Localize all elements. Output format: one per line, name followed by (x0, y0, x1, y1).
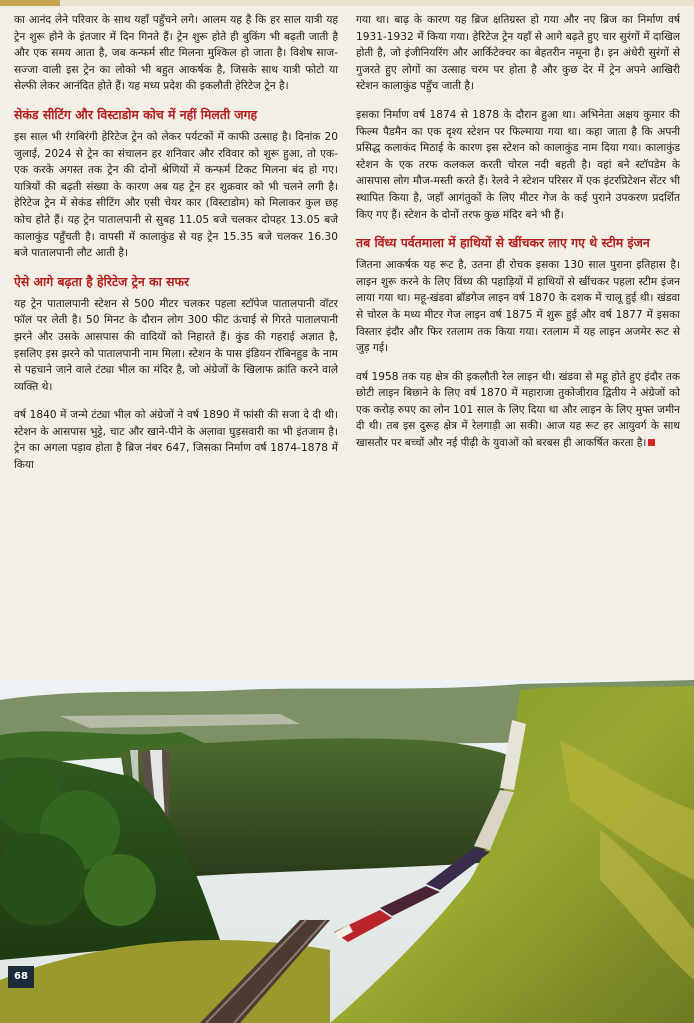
paragraph: वर्ष 1840 में जन्मे टंट्या भील को अंग्रेजों ने वर्ष 1890 में फांसी की सजा दे दी थी। स्टेशन के आसपास भुट्टे, चाट और खाने-पीने के अलावा घुड़सवारी का भी इंतजाम है। ट्रेन का अगला पड़ाव होता है ब्रिज नंबर 647, जिसका निर्माण वर्ष 1874-1878 में किया (14, 409, 338, 472)
end-mark-icon (648, 439, 655, 446)
top-accent-line (0, 0, 694, 6)
photo-illustration (0, 680, 694, 1023)
article-right-column (356, 12, 680, 464)
paragraph: इसका निर्माण वर्ष 1874 से 1878 के दौरान हुआ था। अभिनेता अक्षय कुमार की फिल्म पैडमैन का एक दृश्य स्टेशन पर फिल्माया गया था। कहा जाता है कि अपनी प्रसिद्ध कलाकंद मिठाई के कारण इस स्टेशन को कालाकुंड नाम दिया गया। कालाकुंड स्टेशन के एक तरफ कलकल करती चोरल नदी बहती है। वहां बने स्टॉपडेम के आसपास लोग मौज-मस्ती करते हैं। रेलवे ने स्टेशन परिसर में एक इंटरप्रिटेशन सेंटर भी स्थापित किया है, जहाँ आगंतुकों के लिए मीटर गेज के कई पुराने उपकरण प्रदर्शित किए गए हैं। स्टेशन के दोनों तरफ कुछ मंदिर बने भी हैं। (356, 108, 680, 221)
paragraph: जितना आकर्षक यह रूट है, उतना ही रोचक इसका 130 साल पुराना इतिहास है। लाइन शुरू करने के लिए विंध्य की पहाड़ियों में हाथियों से खींचकर पहला स्टीम इंजन लाया गया था। महू-खंडवा ब्रॉडगेज लाइन वर्ष 1870 के दशक में चालू हुई थी। खंडवा से चोरल के मध्य मीटर गेज लाइन वर्ष 1875 में शुरू हुई और वर्ष 1877 में इसका विस्तार इंदौर और फिर रतलाम तक किया गया। रतलाम में यह लाइन अजमेर रूट से जुड़ गई। (356, 259, 680, 355)
section-heading: सेकंड सीटिंग और विस्टाडोम कोच में नहीं मिलती जगह (14, 106, 258, 122)
section-heading: तब विंध्य पर्वतमाला में हाथियों से खींचकर लाए गए थे स्टीम इंजन (356, 235, 650, 251)
train-landscape-photo (0, 680, 694, 1023)
paragraph: का आनंद लेने परिवार के साथ यहाँ पहुँचने लगे। आलम यह है कि हर साल यात्री यह ट्रेन शुरू होने के इंतजार में दिन गिनते हैं। ट्रेन शुरू होते ही बुकिंग भी बढ़ती जाती है और एक समय आता है, जब कन्फर्म सीट मिलना मुश्किल हो जाता है। विशेष साज-सज्जा वाली इस ट्रेन का लोको भी बहुत आकर्षक है, जिसके साथ यात्री फोटो या सेल्फी लेकर आनंदित होते हैं। यह मध्य प्रदेश की इकलौती हेरिटेज ट्रेन है। (14, 14, 338, 93)
article-left-column (14, 12, 338, 486)
paragraph: गया था। बाढ़ के कारण यह ब्रिज क्षतिग्रस्त हो गया और नए ब्रिज का निर्माण वर्ष 1931-1932 में किया गया। हेरिटेज ट्रेन यहाँ से आगे बढ़ते हुए चार सुरंगों में दाखिल होती है, जो इंजीनियरिंग और आर्किटेक्चर का बेहतरीन नमूना है। इन अंधेरी सुरंगों से गुजरते हुए लोगों का उत्साह चरम पर होता है और कुछ देर में ट्रेन अपने आखिरी स्टेशन कालाकुंड पहुँच जाती है। (356, 14, 680, 93)
page-number: 68 (8, 966, 34, 988)
tree-cluster (84, 854, 156, 926)
section-heading: ऐसे आगे बढ़ता है हेरिटेज ट्रेन का सफर (14, 273, 190, 289)
paragraph: इस साल भी रंगबिरंगी हेरिटेज ट्रेन को लेकर पर्यटकों में काफी उत्साह है। दिनांक 20 जुलाई, 2024 से ट्रेन का संचालन हर शनिवार और रविवार को शुरू हुआ, तो एक-एक करके अगस्त तक ट्रेन की दोनों श्रेणियों में कन्फर्म टिकट मिलना बंद हो गए। यात्रियों की बढ़ती संख्या के कारण अब यह ट्रेन हर शुक्रवार को भी चलने लगी है। हेरिटेज ट्रेन में सेकंड सीटिंग और एसी चेयर कार (विस्टाडोम) को मिलाकर कुल छह कोच होते हैं। यह ट्रेन पातालपानी से सुबह 11.05 बजे चलकर दोपहर 13.05 बजे कालाकुंड पहुँचती है। वापसी में कालाकुंड से यह ट्रेन 15.35 बजे चलकर 16.30 बजे पातालपानी लौट आती है। (14, 130, 338, 260)
paragraph-final (356, 369, 680, 452)
paragraph-text: वर्ष 1958 तक यह क्षेत्र की इकलौती रेल लाइन थी। खंडवा से महू होते हुए इंदौर तक छोटी लाइन बिछाने के लिए वर्ष 1870 में महाराजा तुकोजीराव द्वितीय ने अंग्रेजों को एक करोड़ रुपए का लोन 101 साल के लिए दिया था और लाइन के लिए मुफ्त जमीन दी थी। तब इस दुरूह क्षेत्र में रेलगाड़ी आ सकी। आज यह रूट हर आयुवर्ग के साथ खासतौर पर बच्चों और नई पीढ़ी के युवाओं को बरबस ही आकर्षित करता है। (356, 370, 680, 450)
paragraph: यह ट्रेन पातालपानी स्टेशन से 500 मीटर चलकर पहला स्टॉपेज पातालपानी वॉटर फॉल पर लेती है। 50 मिनट के दौरान लोग 300 फीट ऊंचाई से गिरते पातालपानी झरने और उसके आसपास की वादियों को निहारते हैं। कुंड की गहराई अज्ञात है, इसलिए इस झरने को पातालपानी नाम मिला। स्टेशन के पास इंडियन रॉबिनहुड के नाम से पहचाने जाने वाले टंट्या भील का मंदिर है, जो अंग्रेजों के खिलाफ क्रांति करने वाले व्यक्ति थे। (14, 297, 338, 393)
